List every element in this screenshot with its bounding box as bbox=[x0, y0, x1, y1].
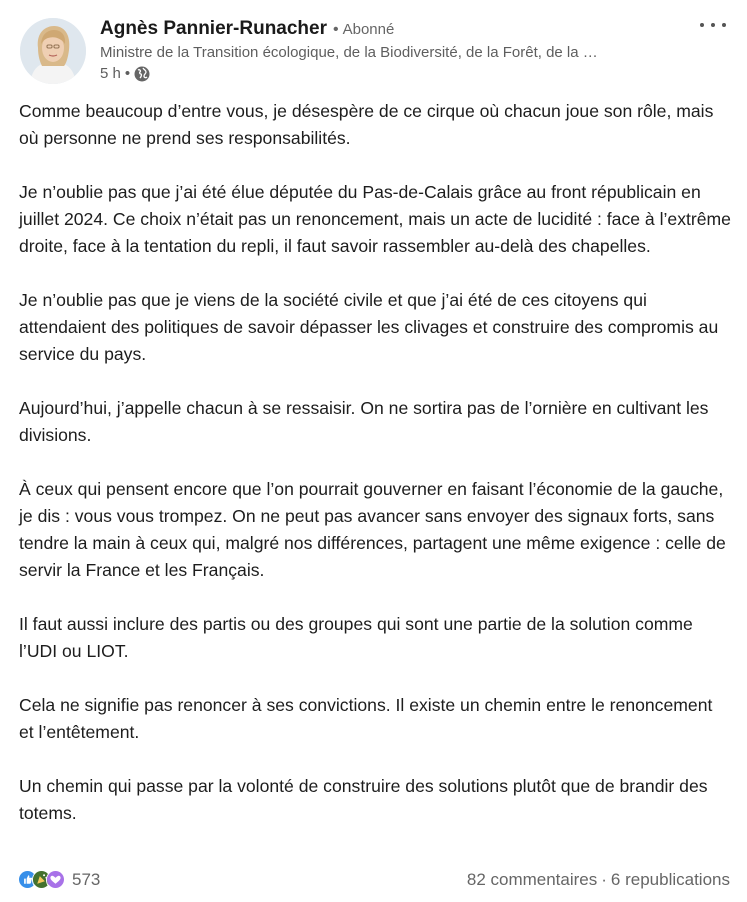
post-body bbox=[19, 98, 731, 827]
post-time-line bbox=[100, 63, 690, 85]
author-name[interactable]: Agnès Pannier-Runacher bbox=[100, 18, 327, 39]
time-separator: • bbox=[124, 65, 131, 82]
post-paragraph: Aujourd’hui, j’appelle chacun à se ressaisir. On ne sortira pas de l’ornière en cultivant les divisions. bbox=[19, 398, 709, 445]
reaction-icons bbox=[18, 870, 60, 890]
post-paragraph: Un chemin qui passe par la volonté de construire des solutions plutôt que de brandir des totems. bbox=[19, 776, 708, 823]
comments-link[interactable]: 82 commentaires bbox=[466, 870, 598, 889]
author-headline: Ministre de la Transition écologique, de la Biodiversité, de la Forêt, de la … bbox=[100, 44, 598, 61]
post-paragraph: Cela ne signifie pas renoncer à ses convictions. Il existe un chemin entre le renoncement et l’entêtement. bbox=[19, 695, 713, 742]
more-dot bbox=[711, 23, 715, 27]
support-icon bbox=[46, 870, 66, 890]
stats-separator: · bbox=[601, 870, 607, 889]
social-bar bbox=[18, 868, 730, 894]
follow-status: Abonné bbox=[342, 21, 395, 38]
author-meta bbox=[100, 16, 690, 85]
post-paragraph: Je n’oublie pas que j’ai été élue députée du Pas-de-Calais grâce au front républicain en juillet 2024. Ce choix n’était pas un renoncement, mais un acte de lucidité : face à l’extrême droite, face à la tentation du repli, il faut savoir rassembler au-delà des chapelles. bbox=[19, 182, 731, 256]
post-paragraph: Comme beaucoup d’entre vous, je désespère de ce cirque où chacun joue son rôle, mais où personne ne prend ses responsabilités. bbox=[19, 101, 714, 148]
post-paragraph: Il faut aussi inclure des partis ou des groupes qui sont une partie de la solution comme l’UDI ou LIOT. bbox=[19, 614, 693, 661]
reaction-count: 573 bbox=[72, 870, 101, 889]
post-header bbox=[20, 16, 730, 86]
reposts-link[interactable]: 6 republications bbox=[610, 870, 730, 889]
post-time[interactable]: 5 h bbox=[100, 65, 121, 82]
more-options-icon[interactable] bbox=[700, 16, 726, 34]
name-separator: • bbox=[333, 21, 339, 38]
author-name-line bbox=[100, 16, 690, 43]
post-paragraph: Je n’oublie pas que je viens de la société civile et que j’ai été de ces citoyens qui attendaient des politiques de savoir dépasser les clivages et construire des compromis au service du pays. bbox=[19, 290, 719, 364]
engagement-stats bbox=[467, 870, 730, 890]
globe-icon bbox=[134, 66, 150, 82]
author-avatar[interactable] bbox=[20, 18, 86, 84]
more-dot bbox=[700, 23, 704, 27]
post-paragraph: À ceux qui pensent encore que l’on pourrait gouverner en faisant l’économie de la gauche, je dis : vous vous trompez. On ne peut pas avancer sans envoyer des signaux forts, sans tendre la main à ceux qui, malgré nos différences, partagent une même exigence : celle de servir la France et les Français. bbox=[19, 479, 726, 580]
more-dot bbox=[722, 23, 726, 27]
reactions-summary[interactable] bbox=[18, 870, 100, 890]
